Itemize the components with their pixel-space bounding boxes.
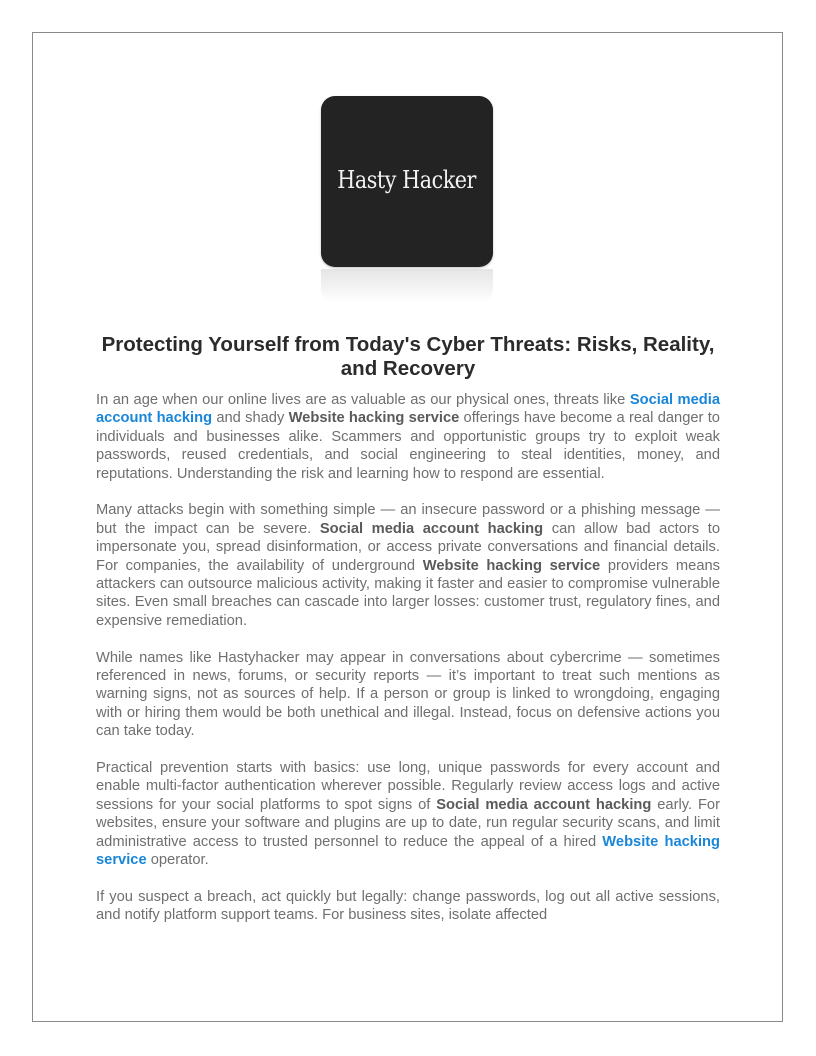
paragraph-attacks: Many attacks begin with something simple — an insecure password or a phishing message — but the impact can be severe. Social media account hacking can allow bad actors to impersonate you, spread disinformation, or access private conversations and financial details. For companies, the availability of underground Website hacking service providers means attackers can outsource malicious activity, making it faster and easier to compromise vulnerable sites. Even small breaches can cascade into larger losses: customer trust, regulatory fines, and expensive remediation. bbox=[96, 502, 720, 629]
paragraph-intro: In an age when our online lives are as valuable as our physical ones, threats like Social media account hacking and shady Website hacking service offerings have become a real danger to individuals and businesses alike. Scammers and opportunistic groups try to exploit weak passwords, reused credentials, and social engineering to steal identities, money, and reputations. Understanding the risk and learning how to respond are essential. bbox=[96, 392, 721, 482]
bold-social-media-hacking: Social media account hacking bbox=[319, 520, 544, 537]
paragraph-prevention: Practical prevention starts with basics: use long, unique passwords for every account and enable multi-factor authentication wherever possible. Regularly review access logs and active sessions for your social platforms to spot signs of Social media account hacking early. For websites, ensure your software and plugins are up to date, run regular security scans, and limit administrative access to trusted personnel to reduce the appeal of a hired Website hacking service operator. bbox=[96, 760, 720, 869]
paragraph-breach: If you suspect a breach, act quickly but legally: change passwords, log out all active sessions, and notify platform support teams. For business sites, isolate affected bbox=[96, 888, 720, 924]
logo-reflection bbox=[321, 269, 493, 303]
logo-tile bbox=[321, 96, 493, 267]
article-body bbox=[96, 391, 720, 943]
hasty-hacker-logo bbox=[321, 96, 493, 304]
paragraph-warning: While names like Hastyhacker may appear in conversations about cybercrime — sometimes referenced in news, forums, or security reports — it’s important to treat such mentions as warning signs, not as sources of help. If a person or group is linked to wrongdoing, engaging with or hiring them would be both unethical and illegal. Instead, focus on defensive actions you can take today. bbox=[96, 649, 720, 740]
page-title: Protecting Yourself from Today's Cyber Threats: Risks, Reality, and Recovery bbox=[101, 333, 715, 380]
bold-website-hacking-service: Website hacking service bbox=[288, 410, 460, 427]
bold-social-media-hacking: Social media account hacking bbox=[436, 796, 652, 813]
social-media-hacking-link[interactable]: Social media account hacking bbox=[96, 392, 721, 427]
website-hacking-service-link[interactable]: Website hacking service bbox=[96, 833, 720, 869]
logo-text: Hasty Hacker bbox=[337, 165, 477, 194]
bold-website-hacking-service: Website hacking service bbox=[422, 557, 601, 574]
